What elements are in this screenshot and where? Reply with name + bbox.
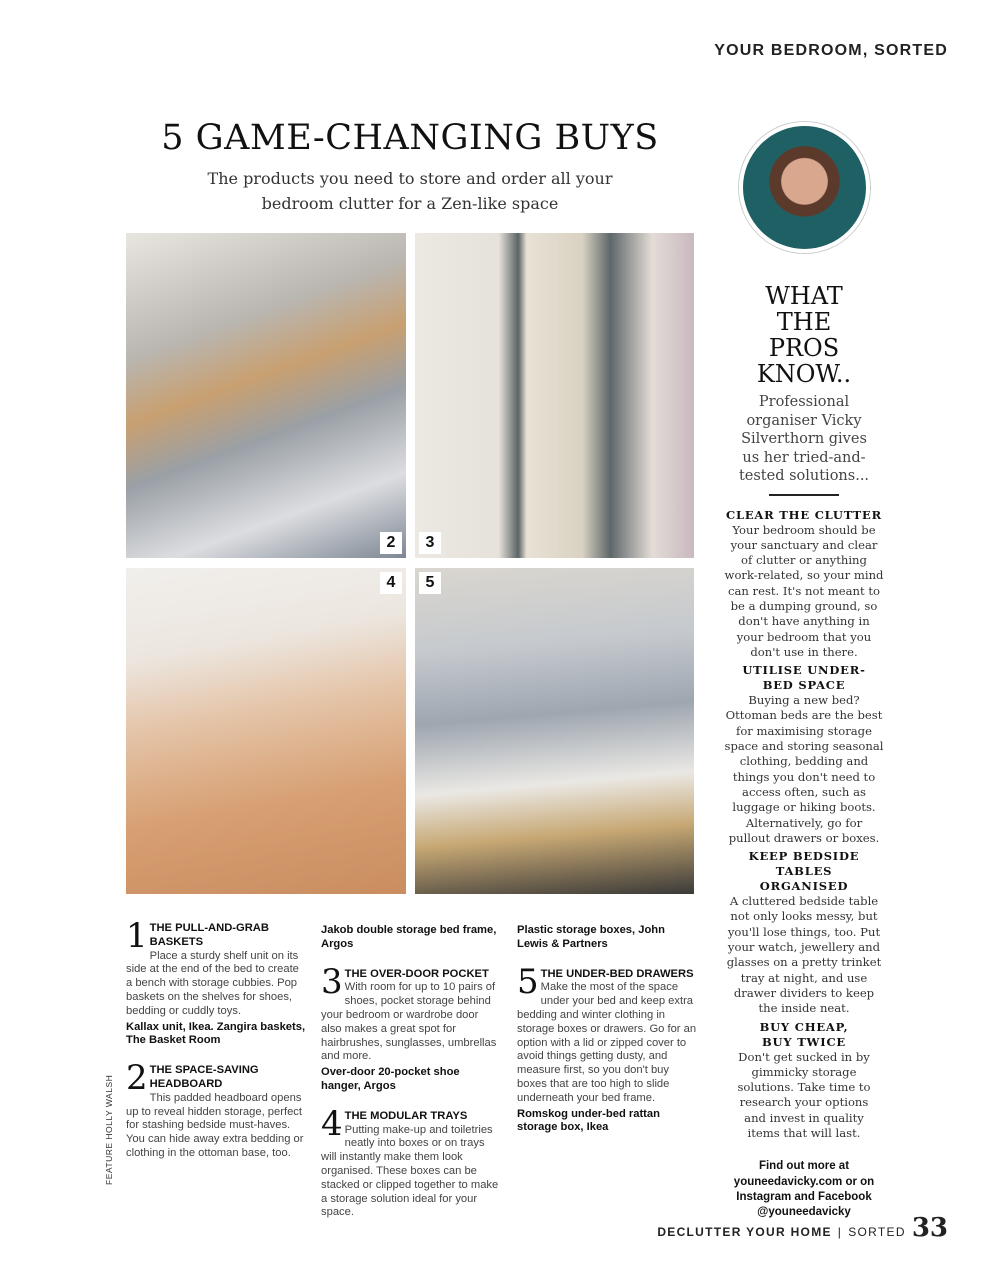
page-number: 33 (911, 1213, 948, 1243)
tip-body: Your bedroom should be your sanctuary and clear of clutter or anything work-related, so your mind can rest. It's not meant to be a dumping ground, so don't have anything in your bedroom that you don't use in there. (724, 522, 884, 659)
item-number: 3 (321, 961, 343, 1002)
item-number: 2 (126, 1058, 148, 1099)
list-item (126, 1058, 306, 1161)
avatar (739, 122, 870, 253)
item-credit: Plastic storage boxes, John Lewis & Partners (517, 924, 665, 950)
sidebar-heading: WHAT THE PROS KNOW.. (756, 282, 852, 388)
section-title: YOUR BEDROOM, SORTED (714, 42, 948, 59)
page-subtitle: The products you need to store and order all your bedroom clutter for a Zen-like space (207, 169, 613, 213)
find-out-more: Find out more at youneedavicky.com or on Instagram and Facebook @youneedavicky (733, 1160, 875, 1219)
tip-body: Don't get sucked in by gimmicky storage solutions. Take time to research your options and invest in quality items that will last. (737, 1049, 871, 1140)
photo-badge: 3 (419, 532, 441, 554)
item-heading: THE MODULAR TRAYS (344, 1109, 468, 1122)
item-heading: THE OVER-DOOR POCKET (344, 967, 489, 980)
tip-body: A cluttered bedside table not only looks messy, but you'll lose things, too. Put your watch, jewellery and glasses on a pretty trinket tray at night, and use drawer dividers to keep the inside neat. (726, 894, 882, 1016)
list-item (321, 961, 501, 1094)
item-credit: Over-door 20-pocket shoe hanger, Argos (321, 1066, 460, 1092)
photo-badge: 5 (419, 572, 441, 594)
divider (769, 494, 839, 496)
photo-badge: 4 (380, 572, 402, 594)
photo-over-door-pocket (415, 233, 694, 558)
item-number: 5 (517, 961, 539, 1002)
item-credit: Jakob double storage bed frame, Argos (321, 924, 497, 950)
page-title: 5 GAME-CHANGING BUYS (161, 118, 659, 158)
photo-under-bed-drawers (415, 568, 694, 894)
byline: FEATURE HOLLY WALSH (104, 1074, 114, 1185)
sidebar-intro: Professional organiser Vicky Silverthorn gives us her tried-and-tested solutions... (738, 394, 870, 484)
item-credit: Kallax unit, Ikea. Zangira baskets, The Basket Room (126, 1020, 306, 1047)
item-body: With room for up to 10 pairs of shoes, pocket storage behind your bedroom or wardrobe door also makes a great spot for hairbrushes, sunglasses, umbrellas and more. (321, 981, 497, 1063)
list-item (321, 1103, 501, 1220)
column-2 (321, 922, 501, 1232)
tip-heading: CLEAR THE CLUTTER (726, 507, 882, 522)
item-number: 4 (321, 1103, 343, 1144)
column-1 (126, 916, 306, 1173)
footer (657, 1213, 948, 1243)
item-heading: THE SPACE-SAVING HEADBOARD (149, 1064, 259, 1090)
photo-headboard (126, 233, 406, 558)
list-item (517, 961, 697, 1136)
list-item (126, 916, 306, 1048)
tip-heading: UTILISE UNDER-BED SPACE (742, 663, 866, 693)
item-body: Make the most of the space under your bed and keep extra bedding and winter clothing in storage boxes or drawers. Go for an option with a lid or zipped cover to avoid things getting dusty, and measure first, so you don't buy boxes that are too high to slide underneath your bed frame. (517, 981, 697, 1104)
tip-heading: BUY CHEAP, BUY TWICE (759, 1019, 849, 1049)
photo-modular-trays (126, 568, 406, 894)
footer-separator: | (837, 1225, 843, 1239)
magazine-section: SORTED (848, 1225, 906, 1239)
tip-heading: KEEP BEDSIDE TABLES ORGANISED (748, 849, 860, 894)
item-heading: THE PULL-AND-GRAB BASKETS (149, 922, 269, 948)
tip-body: Buying a new bed? Ottoman beds are the best for maximising storage space and storing seasonal clothing, bedding and things you don't need to access often, such as luggage or hiking boots. Alternatively, go for pullout drawers or boxes. (724, 693, 884, 845)
item-number: 1 (126, 916, 148, 956)
item-body: Place a sturdy shelf unit on its side at the end of the bed to create a bench with storage cubbies. Pop baskets on the shelves for shoes, bedding or cuddly toys. (126, 949, 299, 1017)
item-body: This padded headboard opens up to reveal hidden storage, perfect for stashing bedside must-haves. You can hide away extra bedding or clothing in the ottoman base, too. (126, 1091, 304, 1159)
item-body: Putting make-up and toiletries neatly into boxes or on trays will instantly make them look organised. These boxes can be stacked or clipped together to make a storage solution ideal for your space. (321, 1123, 499, 1219)
item-heading: THE UNDER-BED DRAWERS (540, 967, 694, 980)
column-3 (517, 922, 697, 1147)
photo-badge: 2 (380, 532, 402, 554)
sidebar (724, 283, 884, 1220)
item-credit: Romskog under-bed rattan storage box, Ikea (517, 1107, 660, 1134)
magazine-name: DECLUTTER YOUR HOME (657, 1225, 832, 1239)
